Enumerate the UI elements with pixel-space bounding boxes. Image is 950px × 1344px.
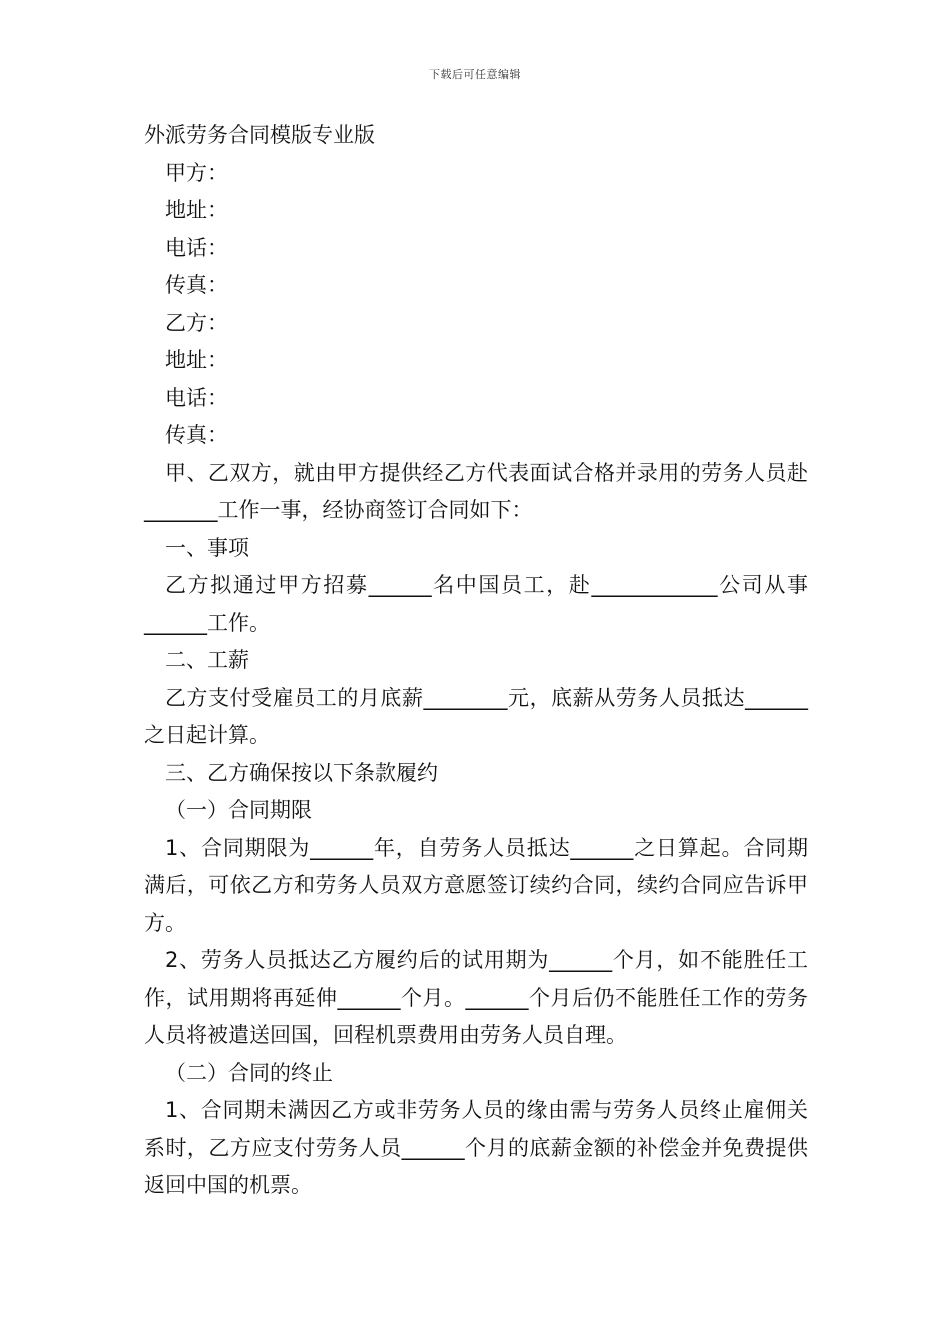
section-3-sub-2-item-1: 1、合同期未满因乙方或非劳务人员的缘由需与劳务人员终止雇佣关系时，乙方应支付劳务人员______个月的底薪金额的补偿金并免费提供返回中国的机票。 [144, 1098, 808, 1197]
party-a-fax-label: 传真： [165, 273, 228, 297]
intro-paragraph: 甲、乙双方，就由甲方提供经乙方代表面试合格并录用的劳务人员赴_______工作一事，经协商签订合同如下： [144, 460, 808, 522]
section-2-heading: 二、工薪 [165, 648, 249, 672]
party-a-phone-label: 电话： [165, 235, 228, 260]
party-a-address-label: 地址： [165, 198, 228, 222]
page-header: 下载后可任意编辑 [429, 68, 521, 81]
party-b-fax-label: 传真： [165, 423, 228, 447]
section-3-heading: 三、乙方确保按以下条款履约 [165, 760, 438, 785]
party-a-name-label: 甲方： [165, 160, 228, 185]
section-3-sub-1-item-1: 1、合同期限为______年，自劳务人员抵达______之日算起。合同期满后，可依乙方和劳务人员双方意愿签订续约合同，续约合同应告诉甲方。 [144, 835, 808, 935]
party-b-address-label: 地址： [165, 348, 228, 372]
party-b-phone-label: 电话： [165, 385, 228, 410]
party-b-name-label: 乙方： [165, 310, 228, 335]
contract-document [144, 117, 808, 1205]
section-2-paragraph: 乙方支付受雇员工的月底薪________元，底薪从劳务人员抵达______之日起计算。 [144, 685, 808, 747]
section-3-sub-2-heading: （二）合同的终止 [165, 1060, 333, 1085]
section-3-sub-1-heading: （一）合同期限 [165, 798, 312, 822]
section-1-paragraph: 乙方拟通过甲方招募______名中国员工，赴____________公司从事______工作。 [144, 573, 808, 635]
section-1-heading: 一、事项 [165, 535, 249, 560]
document-title: 外派劳务合同模版专业版 [144, 123, 375, 147]
section-3-sub-1-item-2: 2、劳务人员抵达乙方履约后的试用期为______个月，如不能胜任工作，试用期将再延伸______个月。______个月后仍不能胜任工作的劳务人员将被遣送回国，回程机票费用由劳务人员自理。 [144, 948, 808, 1047]
